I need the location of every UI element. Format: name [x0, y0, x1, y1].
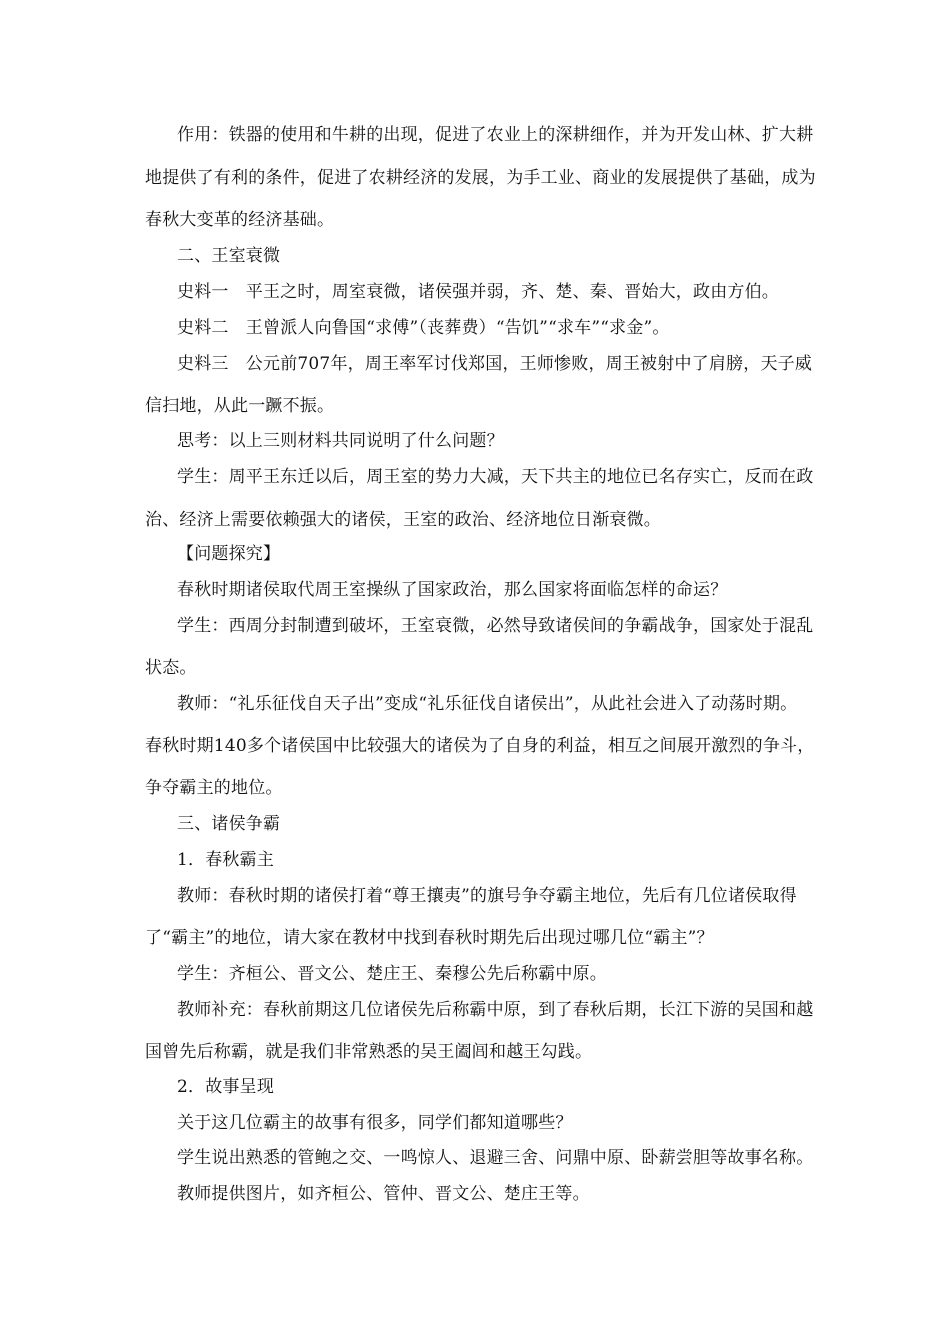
text-line: 学生：周平王东迁以后，周王室的势力大减，天下共主的地位已名存实亡，反而在政 — [177, 467, 814, 487]
text-line: 史料三 公元前707年，周王率军讨伐郑国，王师惨败，周王被射中了肩膀，天子威 — [177, 354, 813, 374]
text-line: 国曾先后称霸，就是我们非常熟悉的吴王阖闾和越王勾践。 — [145, 1042, 593, 1062]
text-line: 教师：“礼乐征伐自天子出”变成“礼乐征伐自诸侯出”，从此社会进入了动荡时期。 — [177, 694, 798, 714]
text-line: 教师：春秋时期的诸侯打着“尊王攘夷”的旗号争夺霸主地位，先后有几位诸侯取得 — [177, 886, 797, 906]
text-line: 思考：以上三则材料共同说明了什么问题？ — [177, 431, 504, 451]
text-line: 学生说出熟悉的管鲍之交、一鸣惊人、退避三舍、问鼎中原、卧薪尝胆等故事名称。 — [177, 1148, 814, 1168]
text-line: 信扫地，从此一蹶不振。 — [145, 396, 335, 416]
section-heading: 【问题探究】 — [177, 544, 281, 564]
section-heading: 三、诸侯争霸 — [177, 814, 281, 834]
section-heading: 二、王室衰微 — [177, 246, 281, 266]
text-line: 作用：铁器的使用和牛耕的出现，促进了农业上的深耕细作，并为开发山林、扩大耕 — [177, 125, 814, 145]
text-line: 教师补充：春秋前期这几位诸侯先后称霸中原，到了春秋后期，长江下游的吴国和越 — [177, 1000, 814, 1020]
text-line: 状态。 — [145, 658, 197, 678]
text-line: 争夺霸主的地位。 — [145, 778, 283, 798]
text-line: 了“霸主”的地位，请大家在教材中找到春秋时期先后出现过哪几位“霸主”？ — [145, 928, 714, 948]
text-line: 春秋时期140多个诸侯国中比较强大的诸侯为了自身的利益，相互之间展开激烈的争斗， — [145, 736, 815, 756]
text-line: 教师提供图片，如齐桓公、管仲、晋文公、楚庄王等。 — [177, 1184, 590, 1204]
text-line: 治、经济上需要依赖强大的诸侯，王室的政治、经济地位日渐衰微。 — [145, 510, 661, 530]
text-line: 学生：西周分封制遭到破坏，王室衰微，必然导致诸侯间的争霸战争，国家处于混乱 — [177, 616, 814, 636]
text-line: 春秋时期诸侯取代周王室操纵了国家政治，那么国家将面临怎样的命运？ — [177, 580, 728, 600]
text-line: 学生：齐桓公、晋文公、楚庄王、秦穆公先后称霸中原。 — [177, 964, 607, 984]
text-line: 史料一 平王之时，周室衰微，诸侯强并弱，齐、楚、秦、晋始大，政由方伯。 — [177, 282, 779, 302]
text-line: 春秋大变革的经济基础。 — [145, 210, 335, 230]
section-heading: 1．春秋霸主 — [177, 850, 275, 870]
text-line: 地提供了有利的条件，促进了农耕经济的发展，为手工业、商业的发展提供了基础，成为 — [145, 168, 816, 188]
section-heading: 2．故事呈现 — [177, 1077, 275, 1097]
text-line: 关于这几位霸主的故事有很多，同学们都知道哪些？ — [177, 1113, 573, 1133]
text-line: 史料二 王曾派人向鲁国“求傅”（丧葬费）“告饥”“求车”“求金”。 — [177, 318, 670, 338]
